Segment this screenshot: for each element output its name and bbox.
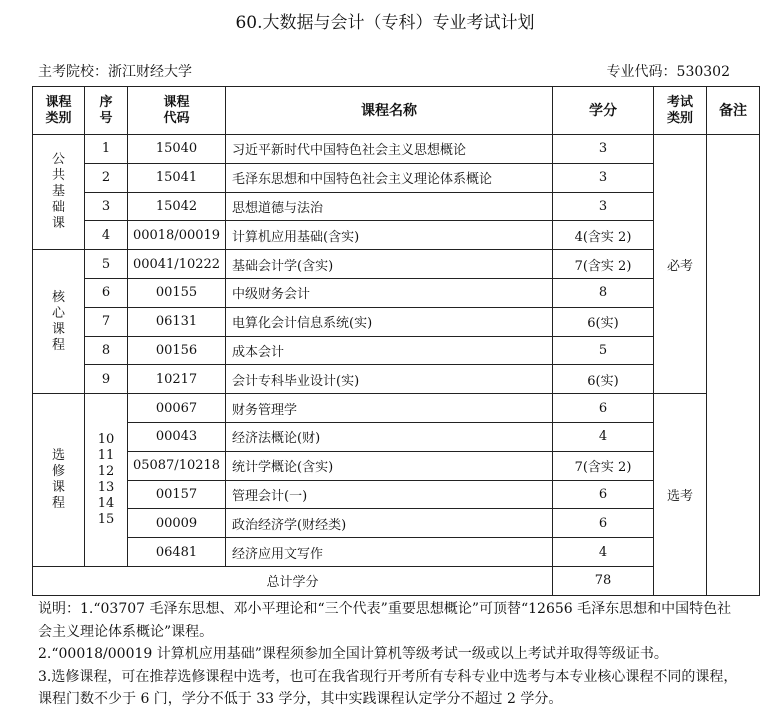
table-row (33, 480, 760, 509)
major-code-label: 专业代码：530302 (606, 64, 730, 80)
row-seq: 5 (85, 250, 128, 279)
row-credits: 4 (553, 538, 654, 567)
header-code: 课程代码 (128, 87, 226, 135)
row-seq: 8 (85, 336, 128, 365)
row-credits: 6(实) (553, 307, 654, 336)
table-row (33, 221, 760, 250)
row-credits: 6 (553, 509, 654, 538)
row-name: 政治经济学(财经类) (226, 509, 553, 538)
row-credits: 5 (553, 336, 654, 365)
header-credits: 学分 (553, 87, 654, 135)
exam-type-elective: 选考 (654, 394, 707, 596)
row-name: 会计专科毕业设计(实) (226, 365, 553, 394)
row-name: 毛泽东思想和中国特色社会主义理论体系概论 (226, 163, 553, 192)
row-credits: 7(含实 2) (553, 451, 654, 480)
row-seq: 3 (85, 192, 128, 221)
exam-plan-table (32, 86, 760, 596)
row-name: 电算化会计信息系统(实) (226, 307, 553, 336)
table-row (33, 509, 760, 538)
row-name: 中级财务会计 (226, 278, 553, 307)
table-row (33, 192, 760, 221)
total-label: 总计学分 (33, 566, 553, 595)
row-credits: 4(含实 2) (553, 221, 654, 250)
table-row (33, 250, 760, 279)
row-code: 00018/00019 (128, 221, 226, 250)
row-credits: 8 (553, 278, 654, 307)
header-seq: 序号 (85, 87, 128, 135)
remark-cell (707, 135, 760, 596)
row-credits: 3 (553, 192, 654, 221)
table-row (33, 394, 760, 423)
page-title: 60.大数据与会计（专科）专业考试计划 (235, 13, 535, 33)
table-row (33, 135, 760, 164)
row-seq: 9 (85, 365, 128, 394)
note-3: 3.选修课程，可在推荐选修课程中选考，也可在我省现行开考所有专科专业中选考与本专业核心课程不同的课程，课程门数不少于 6 门，学分不低于 33 学分，其中实践课程认定学分不超过 2 学分。 (38, 668, 738, 707)
row-seq: 1 (85, 135, 128, 164)
row-code: 10217 (128, 365, 226, 394)
row-name: 经济应用文写作 (226, 538, 553, 567)
header-remark: 备注 (707, 87, 760, 135)
row-code: 00043 (128, 422, 226, 451)
row-credits: 3 (553, 163, 654, 192)
row-credits: 3 (553, 135, 654, 164)
total-value: 78 (553, 566, 654, 595)
row-code: 00155 (128, 278, 226, 307)
row-credits: 4 (553, 422, 654, 451)
table-row (33, 365, 760, 394)
category-elective: 选修课程 (33, 394, 85, 567)
row-code: 00157 (128, 480, 226, 509)
row-code: 00156 (128, 336, 226, 365)
note-2: 2.“00018/00019 计算机应用基础”课程须参加全国计算机等级考试一级或以上考试并取得等级证书。 (38, 646, 668, 662)
elective-seq-list: 10 11 12 13 14 15 (85, 394, 128, 567)
note-1: 说明：1.“03707 毛泽东思想、邓小平理论和“三个代表”重要思想概论”可顶替“12656 毛泽东思想和中国特色社会主义理论体系概论”课程。 (38, 601, 732, 640)
category-core: 核心课程 (33, 250, 85, 394)
exam-type-required: 必考 (654, 135, 707, 394)
row-name: 财务管理学 (226, 394, 553, 423)
total-row (33, 566, 760, 595)
table-row (33, 278, 760, 307)
header-name: 课程名称 (226, 87, 553, 135)
header-category: 课程类别 (33, 87, 85, 135)
row-seq: 2 (85, 163, 128, 192)
row-credits: 6(实) (553, 365, 654, 394)
row-name: 基础会计学(含实) (226, 250, 553, 279)
row-code: 00009 (128, 509, 226, 538)
row-seq: 6 (85, 278, 128, 307)
row-code: 15042 (128, 192, 226, 221)
table-row (33, 451, 760, 480)
row-code: 15041 (128, 163, 226, 192)
row-name: 思想道德与法治 (226, 192, 553, 221)
row-name: 习近平新时代中国特色社会主义思想概论 (226, 135, 553, 164)
row-name: 统计学概论(含实) (226, 451, 553, 480)
row-name: 成本会计 (226, 336, 553, 365)
table-row (33, 336, 760, 365)
table-row (33, 422, 760, 451)
row-seq: 7 (85, 307, 128, 336)
row-code: 06131 (128, 307, 226, 336)
row-credits: 6 (553, 394, 654, 423)
table-row (33, 307, 760, 336)
row-code: 00041/10222 (128, 250, 226, 279)
row-name: 经济法概论(财) (226, 422, 553, 451)
row-seq: 4 (85, 221, 128, 250)
notes-section (38, 598, 738, 711)
row-code: 00067 (128, 394, 226, 423)
category-public-basic: 公共基础课 (33, 135, 85, 250)
row-code: 06481 (128, 538, 226, 567)
row-code: 05087/10218 (128, 451, 226, 480)
row-name: 管理会计(一) (226, 480, 553, 509)
row-code: 15040 (128, 135, 226, 164)
table-row (33, 538, 760, 567)
row-name: 计算机应用基础(含实) (226, 221, 553, 250)
school-label: 主考院校：浙江财经大学 (38, 64, 192, 80)
table-header-row (33, 87, 760, 135)
row-credits: 7(含实 2) (553, 250, 654, 279)
header-exam-type: 考试类别 (654, 87, 707, 135)
row-credits: 6 (553, 480, 654, 509)
table-row (33, 163, 760, 192)
